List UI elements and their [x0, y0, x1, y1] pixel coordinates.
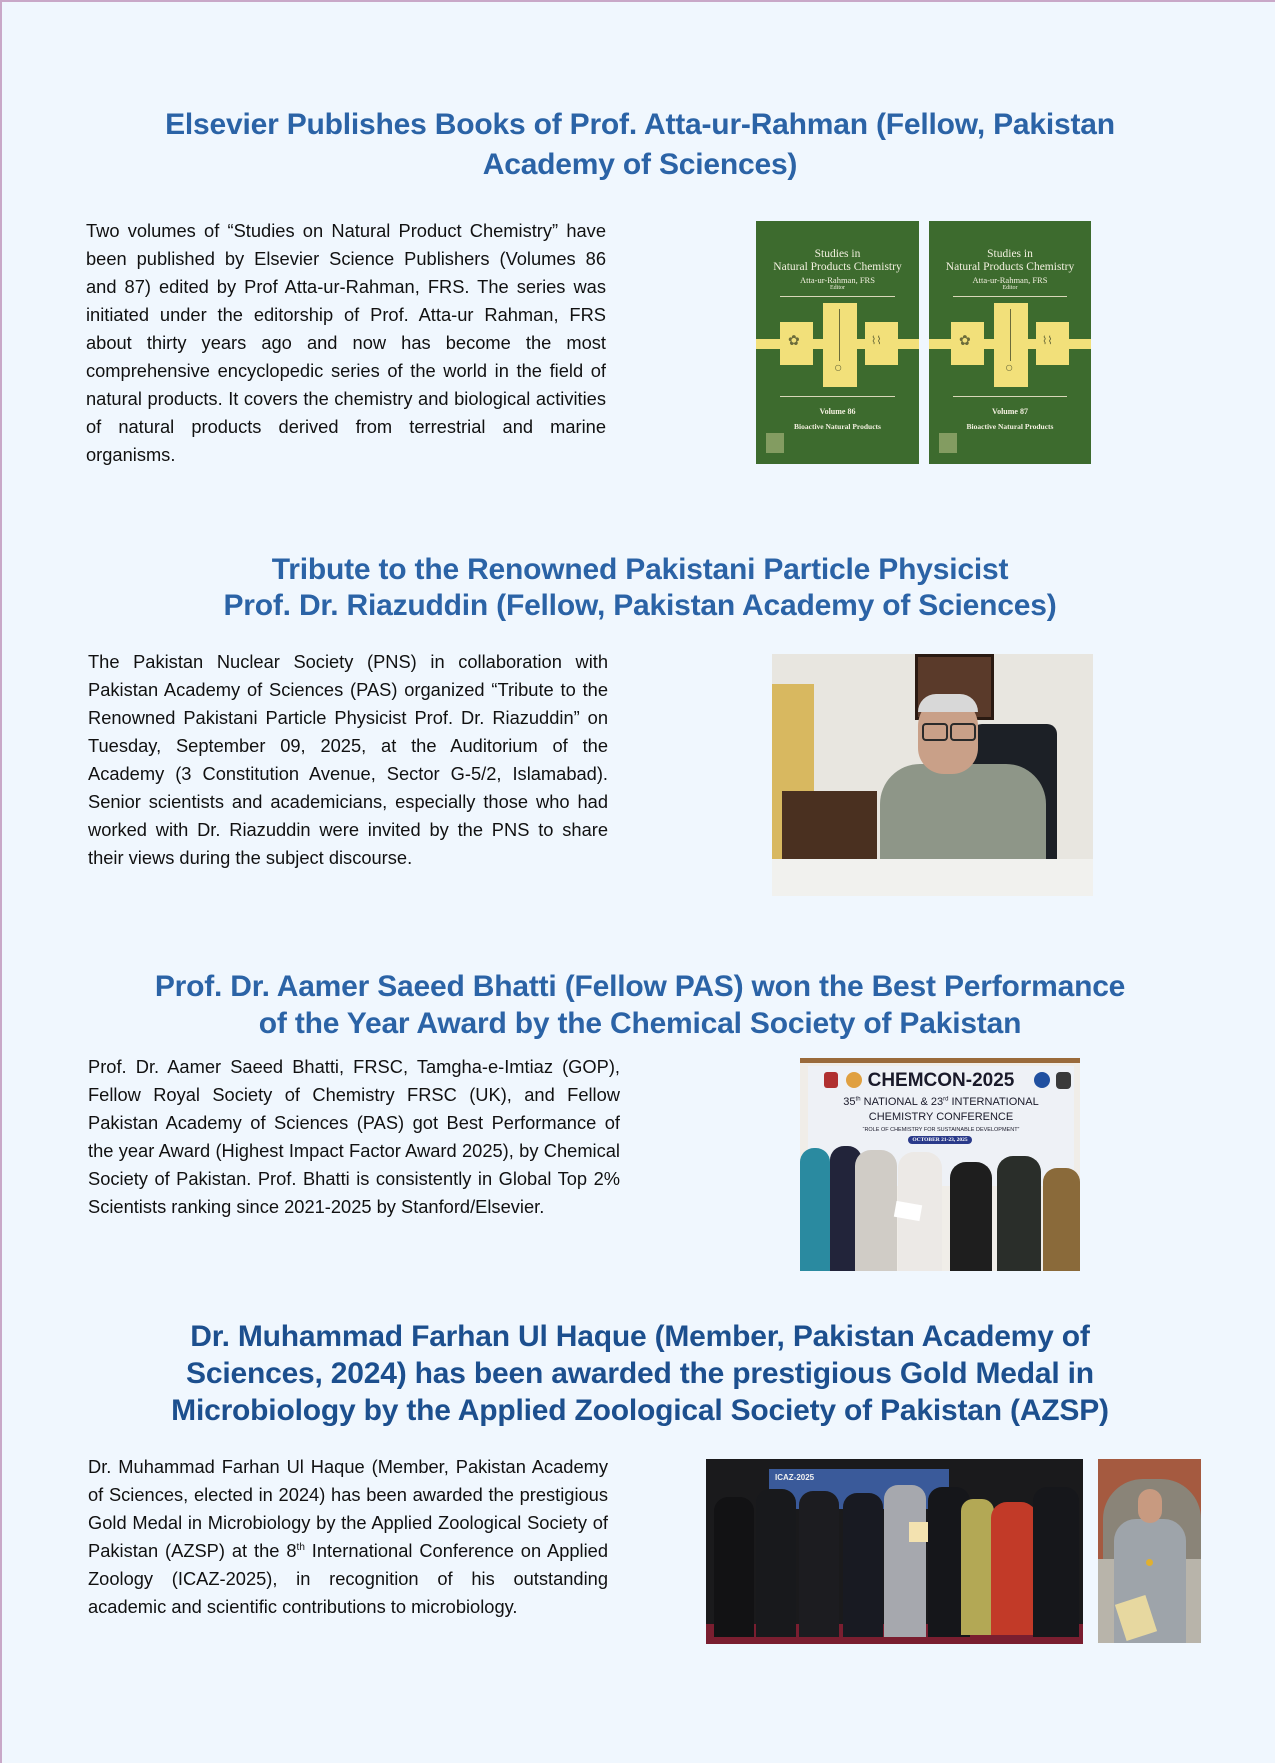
article-body: Two volumes of “Studies on Natural Product Chemistry” have been published by Elsevier Science Publishers (Volumes 86 and 87) edited by Prof Atta-ur-Rahman, FRS. The series was initiated under the editorship of Prof. Atta-ur Rahman, FRS about thirty years ago and now has become the most comprehensive encyclopedic series of the world in the field of natural products. It covers the chemistry and biological activities of natural products derived from terrestrial and marine organisms. — [86, 220, 606, 465]
title-line: Sciences, 2024) has been awarded the prestigious Gold Medal in — [186, 1357, 1094, 1390]
title-line: of the Year Award by the Chemical Society of Pakistan — [258, 1007, 1022, 1040]
banner-theme: “ROLE OF CHEMISTRY FOR SUSTAINABLE DEVELOPMENT” — [862, 1127, 1020, 1133]
article-title — [60, 550, 1220, 626]
body-text: International Conference on Applied Zoology (ICAZ-2025), in recognition of his outstanding academic and scientific contributions to microbiology. — [88, 1540, 608, 1617]
elsevier-tree-logo-icon — [939, 433, 957, 453]
banner-title: ICAZ-2025 — [775, 1473, 815, 1482]
cover-subtitle: Bioactive Natural Products — [794, 422, 881, 431]
bookshelf — [782, 791, 877, 866]
person — [997, 1156, 1041, 1271]
article-body: The Pakistan Nuclear Society (PNS) in collaboration with Pakistan Academy of Sciences (PAS) organized “Tribute to the Renowned Pakistani Particle Physicist Prof. Dr. Riazuddin” on Tuesday, September 09, 2025, at the Auditorium of the Academy (3 Constitution Avenue, Sector G-5/2, Islamabad). Senior scientists and academicians, especially those who had worked with Dr. Riazuddin were invited by the PNS to share their views during the subject discourse. — [88, 651, 608, 868]
banner-text: INTERNATIONAL — [948, 1096, 1039, 1108]
person — [961, 1499, 994, 1635]
article-body — [88, 1453, 608, 1621]
cover-subtitle: Bioactive Natural Products — [966, 422, 1054, 431]
photo-chemcon-award — [800, 1058, 1080, 1271]
person — [799, 1491, 839, 1637]
photo-riazuddin-at-desk — [772, 654, 1093, 896]
person — [800, 1148, 830, 1271]
banner-title: CHEMCON-2025 — [867, 1070, 1015, 1091]
title-line: Prof. Dr. Aamer Saeed Bhatti (Fellow PAS) won the Best Performance — [154, 970, 1126, 1003]
title-line: Dr. Muhammad Farhan Ul Haque (Member, Pakistan Academy of — [190, 1320, 1090, 1353]
person — [714, 1497, 754, 1637]
flask-illustration: ○ — [823, 303, 857, 387]
title-line: Prof. Dr. Riazuddin (Fellow, Pakistan Academy of Sciences) — [223, 589, 1057, 622]
title-line: Tribute to the Renowned Pakistani Particle Physicist — [271, 553, 1009, 586]
cover-rule — [780, 396, 895, 397]
elsevier-tree-logo-icon — [766, 433, 784, 453]
person-awardee — [884, 1485, 926, 1637]
banner-dates: OCTOBER 21-23, 2025 — [908, 1136, 972, 1144]
person-face — [1138, 1489, 1162, 1523]
cover-role: Editor — [830, 285, 845, 291]
article-title — [60, 967, 1220, 1044]
gold-medal-icon — [1146, 1559, 1153, 1566]
plant-illustration: ✿ — [951, 322, 984, 365]
desk-papers — [772, 859, 1093, 896]
body-superscript: th — [296, 1541, 305, 1553]
flask-illustration: ○ — [994, 303, 1028, 387]
cover-author: Atta-ur-Rahman, FRS — [800, 275, 875, 285]
person — [855, 1150, 897, 1271]
cover-volume: Volume 87 — [992, 407, 1028, 416]
person-hair — [918, 694, 978, 712]
photo-icaz-award-group — [706, 1459, 1083, 1644]
book-cover-volume-87 — [929, 221, 1091, 464]
banner-line1 — [808, 1096, 1074, 1108]
person — [756, 1489, 796, 1637]
banner-line2: CHEMISTRY CONFERENCE — [868, 1111, 1014, 1123]
banner-text: NATIONAL & 23 — [860, 1096, 944, 1108]
cover-role: Editor — [1002, 285, 1018, 291]
cover-rule — [953, 296, 1067, 297]
person — [950, 1162, 992, 1271]
article-title — [60, 1317, 1220, 1431]
book-cover-volume-86 — [756, 221, 919, 464]
person — [843, 1493, 883, 1637]
molecule-illustration: ⌇⌇ — [865, 322, 898, 365]
title-line: Academy of Sciences) — [482, 148, 798, 181]
cover-author: Atta-ur-Rahman, FRS — [972, 275, 1048, 285]
cover-series: Natural Products Chemistry — [945, 261, 1075, 273]
person — [1043, 1168, 1080, 1271]
banner-text: 35 — [843, 1096, 856, 1108]
banner-sup: th — [855, 1096, 861, 1103]
banner-sup: rd — [943, 1096, 949, 1103]
cover-rule — [780, 296, 895, 297]
article-title — [60, 105, 1220, 185]
title-line: Elsevier Publishes Books of Prof. Atta-ur-Rahman (Fellow, Pakistan — [165, 108, 1115, 141]
cover-series: Natural Products Chemistry — [773, 261, 902, 273]
photo-awardee-with-medal — [1098, 1459, 1201, 1643]
cover-rule — [953, 396, 1067, 397]
person — [991, 1502, 1037, 1635]
person — [1033, 1487, 1079, 1637]
plant-illustration: ✿ — [780, 322, 813, 365]
body-text: Dr. Muhammad Farhan Ul Haque (Member, Pakistan Academy of Sciences, elected in 2024) has been awarded the prestigious Gold Medal in Microbiology by the Applied Zoological Society of Pakistan (AZSP) at the 8 — [88, 1456, 608, 1561]
glasses — [922, 723, 948, 741]
cover-series: Studies in — [814, 248, 861, 260]
cover-series: Studies in — [987, 248, 1033, 260]
frame-top — [800, 1058, 1080, 1063]
title-line: Microbiology by the Applied Zoological Society of Pakistan (AZSP) — [171, 1394, 1109, 1427]
article-body: Prof. Dr. Aamer Saeed Bhatti, FRSC, Tamgha-e-Imtiaz (GOP), Fellow Royal Society of Chemistry FRSC (UK), and Fellow Pakistan Academy of Sciences (PAS) got Best Performance of the year Award (Highest Impact Factor Award 2025), by Chemical Society of Pakistan. Prof. Bhatti is consistently in Global Top 2% Scientists ranking since 2021-2025 by Stanford/Elsevier. — [88, 1056, 620, 1217]
cover-volume: Volume 86 — [819, 407, 856, 416]
glasses — [950, 723, 976, 741]
molecule-illustration: ⌇⌇ — [1036, 322, 1069, 365]
